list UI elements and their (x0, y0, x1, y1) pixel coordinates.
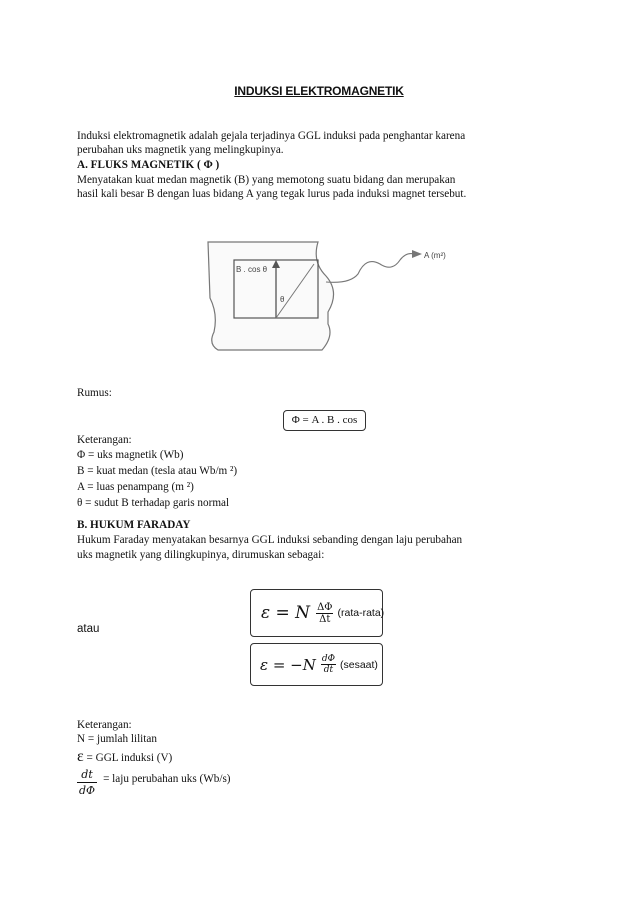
keterangan-a-label: Keterangan: (77, 434, 132, 446)
formula-inst-lhs: ε = −N (260, 655, 316, 674)
keterangan-a-item: θ = sudut B terhadap garis normal (77, 497, 230, 509)
page-title: INDUKSI ELEKTROMAGNETIK (234, 84, 404, 98)
formula-inst-fraction (321, 654, 336, 675)
keterangan-b-rate: = laju perubahan uks (Wb/s) (103, 772, 231, 785)
section-b-line-1: Hukum Faraday menyatakan besarnya GGL induksi sebanding dengan laju perubahan (77, 534, 463, 546)
label-area: A (m²) (424, 251, 446, 260)
rumus-label: Rumus: (77, 387, 112, 399)
section-a-line-1: Menyatakan kuat medan magnetik (B) yang memotong suatu bidang dan merupakan (77, 174, 456, 186)
formula-avg-den: Δt (319, 613, 331, 625)
flux-diagram-svg (200, 232, 460, 362)
keterangan-b-rate-row (77, 767, 231, 798)
atau-text: atau (77, 623, 100, 635)
keterangan-b-eps-row (77, 749, 172, 766)
formula-avg-note: (rata-rata) (337, 607, 385, 619)
keterangan-b-eps: = GGL induksi (V) (83, 752, 173, 764)
formula-inst-den: dt (323, 665, 334, 675)
keterangan-b-n: N = jumlah lilitan (77, 733, 157, 745)
formula-avg-fraction (316, 602, 333, 625)
keterangan-b-label: Keterangan: (77, 719, 132, 731)
flux-figure (200, 232, 460, 362)
label-bcos: B . cos θ (236, 265, 268, 274)
epsilon-symbol: ε (77, 748, 84, 765)
rate-frac-den: dΦ (79, 784, 96, 797)
formula-avg-num: ΔΦ (317, 601, 333, 613)
faraday-average-box (250, 589, 383, 637)
keterangan-a-item: B = kuat medan (tesla atau Wb/m ²) (77, 465, 238, 477)
section-b-heading: B. HUKUM FARADAY (77, 519, 191, 531)
flux-formula: Φ = A . B . cos (291, 414, 358, 426)
area-pointer-arrowhead (412, 250, 422, 258)
rate-frac-num: dt (77, 767, 97, 783)
section-a-heading: A. FLUKS MAGNETIK ( Φ ) (77, 159, 220, 171)
label-theta: θ (280, 295, 285, 304)
formula-inst-note: (sesaat) (340, 658, 378, 671)
keterangan-a-item: Φ = uks magnetik (Wb) (77, 449, 184, 461)
section-b-line-2: uks magnetik yang dilingkupinya, dirumuskan sebagai: (77, 549, 325, 561)
flux-formula-box (283, 410, 366, 431)
intro-line-1: Induksi elektromagnetik adalah gejala terjadinya GGL induksi pada penghantar karena (77, 130, 466, 142)
intro-line-2: perubahan uks magnetik yang melingkupinya. (77, 144, 284, 156)
area-pointer-curve (326, 254, 414, 283)
faraday-instant-box (250, 643, 383, 686)
formula-avg-lhs: ε = N (261, 603, 311, 623)
rate-fraction (77, 767, 97, 798)
keterangan-a-item: A = luas penampang (m ²) (77, 481, 194, 493)
formula-inst-num: dΦ (321, 654, 335, 664)
plane-shape (208, 242, 334, 350)
section-a-line-2: hasil kali besar B dengan luas bidang A yang tegak lurus pada induksi magnet tersebut. (77, 188, 467, 200)
